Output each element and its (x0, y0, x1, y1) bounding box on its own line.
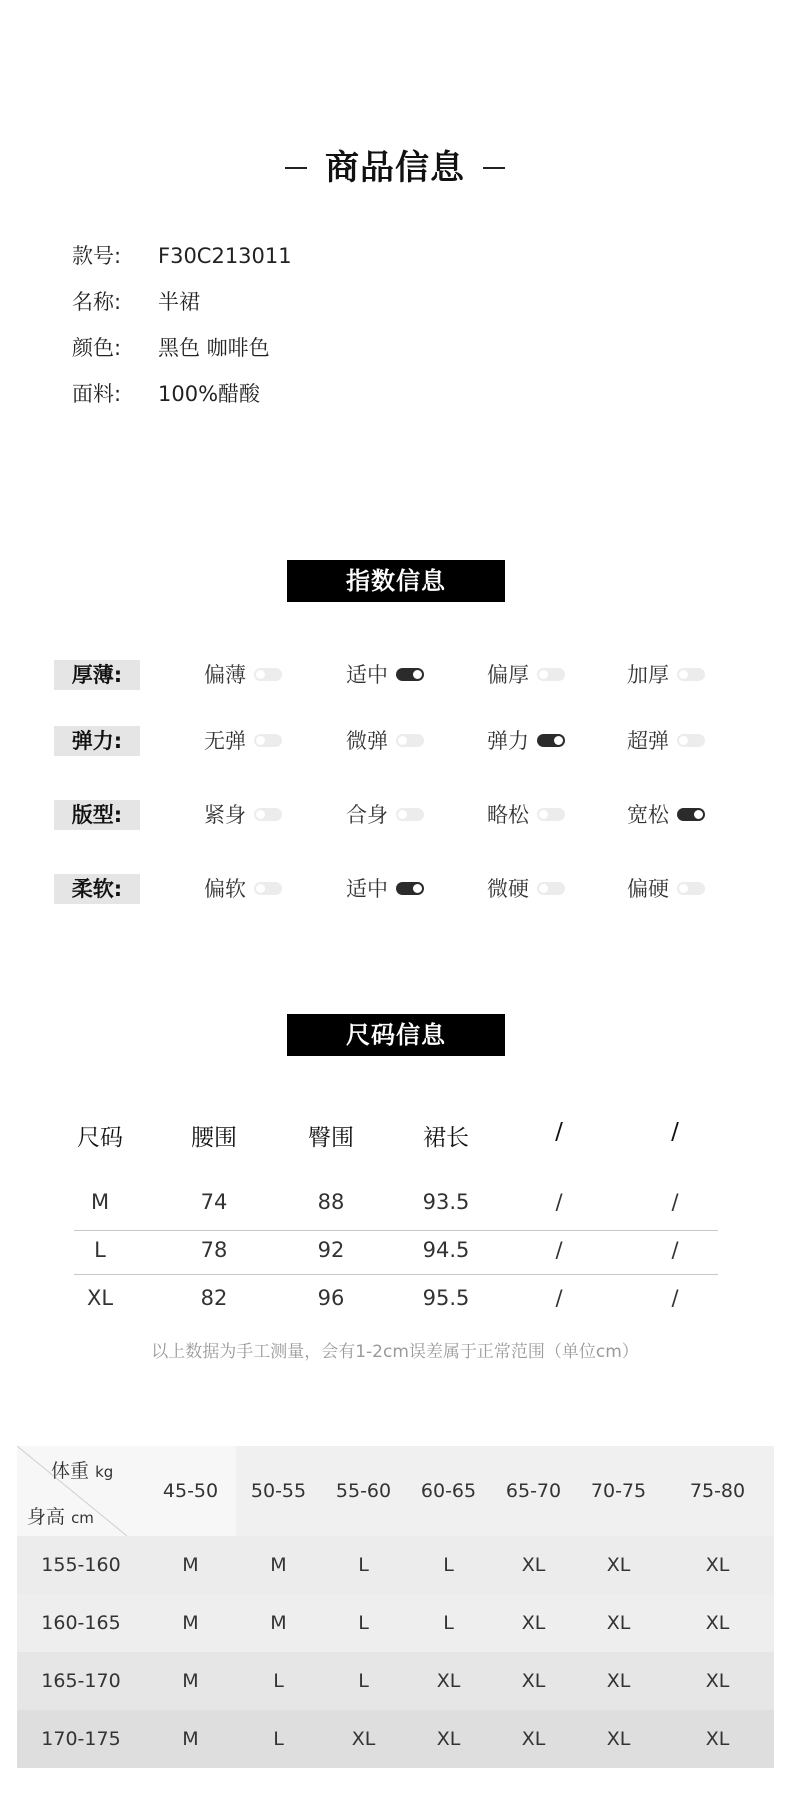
product-info-title-text: 商品信息 (325, 148, 465, 188)
index-option-label: 合身 (346, 803, 388, 827)
info-row-name (72, 286, 200, 316)
toggle-off-icon (254, 882, 282, 895)
toggle-off-icon (537, 808, 565, 821)
recommend-size-cell: XL (521, 1670, 546, 1692)
index-info-banner: 指数信息 (287, 560, 505, 602)
recommend-size-cell: L (273, 1728, 284, 1750)
recommend-size-cell: M (270, 1554, 287, 1576)
size-cell: / (555, 1190, 563, 1214)
corner-height-label: 身高 (27, 1506, 66, 1528)
toggle-on-icon (396, 668, 424, 681)
index-option-label: 加厚 (627, 663, 669, 687)
size-header-cell: 尺码 (77, 1125, 123, 1151)
size-cell: 94.5 (422, 1238, 470, 1262)
recommend-size-cell: XL (606, 1612, 631, 1634)
size-row-divider (74, 1274, 718, 1275)
recommend-size-cell: M (182, 1670, 199, 1692)
toggle-off-icon (396, 808, 424, 821)
index-label: 弹力: (54, 726, 140, 756)
index-option-label: 偏薄 (204, 663, 246, 687)
size-row-divider (74, 1230, 718, 1231)
info-row-color (72, 332, 270, 362)
toggle-off-icon (254, 808, 282, 821)
index-option (346, 660, 424, 690)
index-option (204, 726, 282, 756)
corner-height (27, 1502, 94, 1529)
index-option-label: 超弹 (627, 729, 669, 753)
toggle-off-icon (677, 734, 705, 747)
info-value: 黑色 咖啡色 (158, 336, 270, 360)
recommend-size-cell: M (182, 1612, 199, 1634)
recommend-size-cell: XL (351, 1728, 376, 1750)
size-recommend-table (17, 1446, 774, 1768)
corner-height-unit: cm (71, 1509, 94, 1527)
info-value: F30C213011 (158, 244, 292, 268)
recommend-size-cell: XL (705, 1728, 730, 1750)
height-cell: 165-170 (41, 1670, 121, 1692)
recommend-size-cell: XL (521, 1612, 546, 1634)
size-cell: / (555, 1286, 563, 1310)
title-dash-right (483, 167, 505, 169)
recommend-size-cell: XL (705, 1612, 730, 1634)
size-cell: 88 (317, 1190, 345, 1214)
height-cell: 160-165 (41, 1612, 121, 1634)
index-option (487, 800, 565, 830)
index-label: 版型: (54, 800, 140, 830)
product-info-title (0, 140, 790, 189)
height-cell: 155-160 (41, 1554, 121, 1576)
info-label: 面料: (72, 382, 122, 406)
weight-header-cell: 70-75 (590, 1480, 647, 1502)
index-option-label: 微硬 (487, 877, 529, 901)
toggle-on-icon (537, 734, 565, 747)
recommend-size-cell: M (182, 1554, 199, 1576)
toggle-off-icon (254, 734, 282, 747)
recommend-size-cell: L (273, 1670, 284, 1692)
index-option-label: 微弹 (346, 729, 388, 753)
index-option-label: 无弹 (204, 729, 246, 753)
index-option-label: 紧身 (204, 803, 246, 827)
recommend-size-cell: L (443, 1612, 454, 1634)
height-cell: 170-175 (41, 1728, 121, 1750)
size-cell: 96 (317, 1286, 345, 1310)
index-label: 厚薄: (54, 660, 140, 690)
size-info-banner: 尺码信息 (287, 1014, 505, 1056)
recommend-size-cell: XL (436, 1728, 461, 1750)
size-cell: / (671, 1286, 679, 1310)
size-header-cell: / (555, 1119, 563, 1145)
weight-header-cell: 55-60 (335, 1480, 392, 1502)
index-option (204, 874, 282, 904)
info-label: 名称: (72, 290, 122, 314)
info-value: 100%醋酸 (158, 382, 261, 406)
index-option-label: 略松 (487, 803, 529, 827)
toggle-on-icon (677, 808, 705, 821)
toggle-off-icon (396, 734, 424, 747)
toggle-off-icon (677, 668, 705, 681)
corner-weight-label: 体重 (51, 1460, 90, 1482)
size-cell: 95.5 (422, 1286, 470, 1310)
size-note: 以上数据为手工测量，会有1-2cm误差属于正常范围（单位cm） (151, 1342, 639, 1362)
size-cell: 74 (200, 1190, 228, 1214)
weight-header-cell: 60-65 (420, 1480, 477, 1502)
toggle-off-icon (254, 668, 282, 681)
recommend-size-cell: XL (606, 1670, 631, 1692)
recommend-size-cell: L (358, 1554, 369, 1576)
recommend-size-cell: XL (705, 1554, 730, 1576)
index-option (487, 726, 565, 756)
recommend-size-cell: XL (436, 1670, 461, 1692)
size-cell: 93.5 (422, 1190, 470, 1214)
weight-header-cell: 50-55 (250, 1480, 307, 1502)
recommend-size-cell: L (443, 1554, 454, 1576)
recommend-size-cell: M (182, 1728, 199, 1750)
toggle-off-icon (677, 882, 705, 895)
index-option (627, 660, 705, 690)
toggle-on-icon (396, 882, 424, 895)
size-cell: L (94, 1238, 106, 1262)
info-value: 半裙 (158, 290, 200, 314)
index-option (627, 726, 705, 756)
weight-header-cell: 75-80 (689, 1480, 746, 1502)
index-option (204, 660, 282, 690)
info-label: 颜色: (72, 336, 122, 360)
index-option-label: 适中 (346, 663, 388, 687)
toggle-off-icon (537, 668, 565, 681)
index-option-label: 宽松 (627, 803, 669, 827)
corner-weight-unit: kg (95, 1463, 114, 1481)
info-label: 款号: (72, 244, 122, 268)
size-cell: / (671, 1238, 679, 1262)
index-option (627, 874, 705, 904)
weight-header-cell: 45-50 (162, 1480, 219, 1502)
size-cell: 82 (200, 1286, 228, 1310)
index-option (487, 874, 565, 904)
index-option-label: 偏软 (204, 877, 246, 901)
recommend-size-cell: XL (606, 1728, 631, 1750)
corner-weight (51, 1456, 113, 1483)
index-option-label: 偏厚 (487, 663, 529, 687)
size-cell: 92 (317, 1238, 345, 1262)
recommend-size-cell: M (270, 1612, 287, 1634)
info-row-fabric (72, 378, 260, 408)
size-header-cell: 臀围 (308, 1125, 354, 1151)
index-option (204, 800, 282, 830)
recommend-size-cell: XL (705, 1670, 730, 1692)
recommend-size-cell: L (358, 1670, 369, 1692)
info-row-style-no (72, 240, 292, 270)
recommend-size-cell: XL (521, 1554, 546, 1576)
size-cell: XL (86, 1286, 114, 1310)
index-label: 柔软: (54, 874, 140, 904)
toggle-off-icon (537, 882, 565, 895)
index-option (346, 800, 424, 830)
size-cell: / (555, 1238, 563, 1262)
index-option-label: 弹力 (487, 729, 529, 753)
index-option-label: 偏硬 (627, 877, 669, 901)
index-option (346, 874, 424, 904)
size-header-cell: 腰围 (191, 1125, 237, 1151)
size-cell: / (671, 1190, 679, 1214)
index-option (346, 726, 424, 756)
recommend-size-cell: XL (606, 1554, 631, 1576)
title-dash-left (285, 167, 307, 169)
index-option (627, 800, 705, 830)
index-option-label: 适中 (346, 877, 388, 901)
recommend-size-cell: L (358, 1612, 369, 1634)
weight-header-cell: 65-70 (505, 1480, 562, 1502)
size-cell: 78 (200, 1238, 228, 1262)
recommend-size-cell: XL (521, 1728, 546, 1750)
size-cell: M (90, 1190, 110, 1214)
size-header-cell: 裙长 (423, 1125, 469, 1151)
index-option (487, 660, 565, 690)
size-header-cell: / (671, 1119, 679, 1145)
